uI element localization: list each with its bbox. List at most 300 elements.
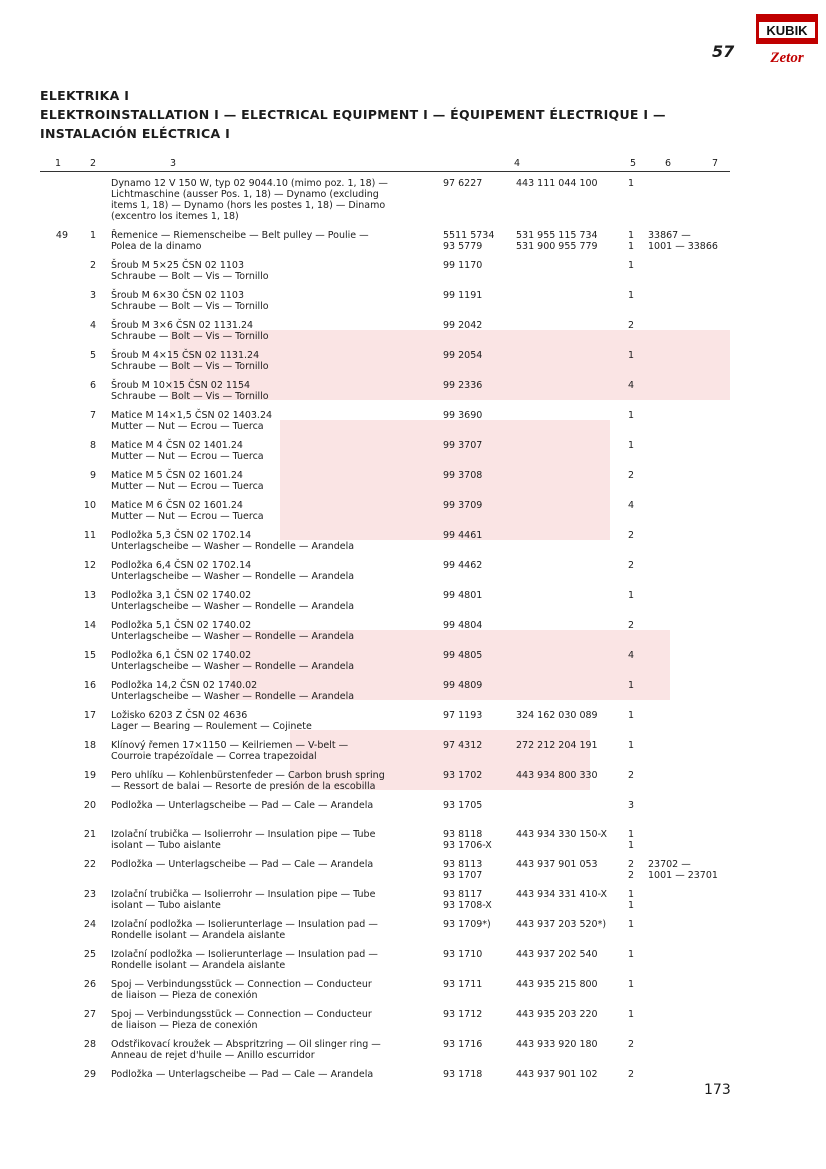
part-description (111, 230, 441, 252)
part-description (111, 178, 441, 222)
quantity-line: 2 (627, 1039, 635, 1050)
position-number-line: 2 (89, 260, 96, 271)
part-description (111, 680, 441, 702)
part-number (516, 979, 626, 990)
quantity-line: 1 (627, 178, 635, 189)
part-number (516, 770, 626, 781)
part-number (516, 919, 626, 930)
part-description-line: Izolační trubička — Isolierrohr — Insulation pipe — Tube (111, 829, 376, 840)
part-description (111, 919, 441, 941)
kubik-zetor-logo (756, 14, 818, 72)
part-description-line: Izolační podložka — Isolierunterlage — Insulation pad — (111, 919, 378, 930)
quantity (624, 919, 638, 930)
part-code (443, 320, 513, 331)
serial-range-line: 23702 — (648, 859, 691, 870)
part-description-line: Izolační trubička — Isolierrohr — Insulation pipe — Tube (111, 889, 376, 900)
column-header-4: 4 (514, 158, 521, 169)
table-row (0, 740, 826, 770)
part-code (443, 560, 513, 571)
table-row (0, 1069, 826, 1098)
figure-number (50, 230, 68, 241)
parts-table (0, 178, 826, 1098)
part-number-line: 443 937 901 102 (516, 1069, 598, 1080)
part-description-line: Podložka — Unterlagscheibe — Pad — Cale — Arandela (111, 1069, 374, 1080)
part-description (111, 290, 441, 312)
part-code-line: 93 8113 (443, 859, 483, 870)
position-number (78, 889, 96, 900)
quantity-line: 4 (627, 380, 635, 391)
part-code (443, 949, 513, 960)
quantity (624, 380, 638, 391)
quantity (624, 230, 638, 252)
part-description-line: Unterlagscheibe — Washer — Rondelle — Arandela (111, 601, 355, 612)
quantity (624, 350, 638, 361)
part-code-line: 93 1706-X (443, 840, 492, 851)
part-description-line: de liaison — Pieza de conexión (111, 990, 258, 1001)
part-description (111, 320, 441, 342)
quantity-line: 1 (627, 949, 635, 960)
quantity-line: 1 (627, 440, 635, 451)
part-description (111, 650, 441, 672)
part-description (111, 500, 441, 522)
figure-number-line: 49 (55, 230, 68, 241)
part-number-line: 443 933 920 180 (516, 1039, 598, 1050)
part-code (443, 859, 513, 881)
part-code-line: 99 3709 (443, 500, 483, 511)
part-code-line: 99 1191 (443, 290, 483, 301)
part-description-line: Unterlagscheibe — Washer — Rondelle — Arandela (111, 541, 355, 552)
part-description (111, 1039, 441, 1061)
table-row (0, 440, 826, 470)
part-number-line: 443 111 044 100 (516, 178, 598, 189)
quantity-line: 1 (627, 680, 635, 691)
table-row (0, 470, 826, 500)
serial-range (648, 859, 738, 881)
part-description (111, 859, 441, 870)
part-number-line: 443 937 901 053 (516, 859, 598, 870)
part-code-line: 93 8117 (443, 889, 483, 900)
table-row (0, 500, 826, 530)
quantity (624, 650, 638, 661)
table-row (0, 829, 826, 859)
position-number (78, 829, 96, 840)
quantity-line: 2 (627, 320, 635, 331)
table-row (0, 350, 826, 380)
quantity-line: 2 (627, 1069, 635, 1080)
part-number-line: 531 955 115 734 (516, 230, 598, 241)
table-row (0, 710, 826, 740)
quantity-line: 1 (627, 889, 635, 900)
part-description (111, 829, 441, 851)
part-code-line: 93 1709*) (443, 919, 491, 930)
table-row (0, 620, 826, 650)
part-number-line: 324 162 030 089 (516, 710, 598, 721)
part-description (111, 770, 441, 792)
part-code (443, 829, 513, 851)
table-row (0, 800, 826, 829)
svg-text:KUBIK: KUBIK (766, 23, 808, 38)
part-code (443, 710, 513, 721)
part-description-line: Matice M 6 ČSN 02 1601.24 (111, 500, 243, 511)
part-description (111, 590, 441, 612)
part-description-line: Podložka 5,1 ČSN 02 1740.02 (111, 620, 252, 631)
column-header-3: 3 (170, 158, 177, 169)
quantity (624, 770, 638, 781)
part-code-line: 99 4804 (443, 620, 483, 631)
part-description (111, 889, 441, 911)
part-code-line: 93 1712 (443, 1009, 483, 1020)
quantity-line: 1 (627, 740, 635, 751)
part-description-line: Podložka — Unterlagscheibe — Pad — Cale — Arandela (111, 800, 374, 811)
quantity-line: 4 (627, 650, 635, 661)
section-subtitle-2: INSTALACIÓN ELÉCTRICA I (40, 126, 231, 141)
part-code (443, 290, 513, 301)
position-number-line: 16 (83, 680, 96, 691)
position-number (78, 500, 96, 511)
part-description-line: Podložka 5,3 ČSN 02 1702.14 (111, 530, 252, 541)
part-code-line: 97 6227 (443, 178, 483, 189)
quantity-line: 1 (627, 710, 635, 721)
position-number-line: 5 (89, 350, 96, 361)
position-number (78, 979, 96, 990)
part-description-line: items 1, 18) — Dynamo (hors les postes 1, 18) — Dinamo (111, 200, 386, 211)
part-description-line: Šroub M 10×15 ČSN 02 1154 (111, 380, 251, 391)
part-description-line: Podložka 14,2 ČSN 02 1740.02 (111, 680, 258, 691)
part-number (516, 859, 626, 870)
part-description-line: Podložka 3,1 ČSN 02 1740.02 (111, 590, 252, 601)
part-number-line: 272 212 204 191 (516, 740, 598, 751)
position-number-line: 9 (89, 470, 96, 481)
part-code (443, 230, 513, 252)
part-description (111, 1069, 441, 1080)
part-code (443, 919, 513, 930)
position-number-line: 26 (83, 979, 96, 990)
part-description-line: Lichtmaschine (ausser Pos. 1, 18) — Dynamo (excluding (111, 189, 379, 200)
part-code-line: 93 1718 (443, 1069, 483, 1080)
position-number (78, 1009, 96, 1020)
quantity-line: 1 (627, 290, 635, 301)
part-description (111, 350, 441, 372)
part-description-line: Šroub M 6×30 ČSN 02 1103 (111, 290, 245, 301)
part-code-line: 93 1702 (443, 770, 483, 781)
part-description (111, 380, 441, 402)
part-code (443, 530, 513, 541)
position-number (78, 620, 96, 631)
table-row (0, 290, 826, 320)
table-row (0, 380, 826, 410)
part-description-line: Izolační podložka — Isolierunterlage — Insulation pad — (111, 949, 378, 960)
quantity (624, 800, 638, 811)
part-number-line: 443 935 215 800 (516, 979, 598, 990)
part-description-line: (excentro los itemes 1, 18) (111, 211, 239, 222)
quantity (624, 710, 638, 721)
part-description-line: Unterlagscheibe — Washer — Rondelle — Arandela (111, 631, 355, 642)
position-number-line: 22 (83, 859, 96, 870)
position-number (78, 560, 96, 571)
part-description-line: Šroub M 3×6 ČSN 02 1131.24 (111, 320, 254, 331)
quantity (624, 410, 638, 421)
position-number-line: 15 (83, 650, 96, 661)
part-description-line: Podložka — Unterlagscheibe — Pad — Cale — Arandela (111, 859, 374, 870)
part-code-line: 93 5779 (443, 241, 483, 252)
page-footer-number: 173 (704, 1082, 731, 1098)
part-description-line: Spoj — Verbindungsstück — Connection — Conducteur (111, 979, 372, 990)
part-description-line: Mutter — Nut — Ecrou — Tuerca (111, 451, 264, 462)
part-description (111, 260, 441, 282)
quantity-line: 1 (627, 350, 635, 361)
part-description (111, 440, 441, 462)
part-description-line: Schraube — Bolt — Vis — Tornillo (111, 391, 269, 402)
part-number (516, 178, 626, 189)
part-code (443, 770, 513, 781)
table-row (0, 979, 826, 1009)
position-number-line: 6 (89, 380, 96, 391)
position-number (78, 1039, 96, 1050)
part-description-line: Dynamo 12 V 150 W, typ 02 9044.10 (mimo poz. 1, 18) — (111, 178, 388, 189)
part-number-line: 443 935 203 220 (516, 1009, 598, 1020)
quantity-line: 1 (627, 410, 635, 421)
quantity (624, 590, 638, 601)
part-number (516, 740, 626, 751)
part-code-line: 97 1193 (443, 710, 483, 721)
header-rule (40, 171, 730, 172)
part-code-line: 93 1705 (443, 800, 483, 811)
position-number (78, 530, 96, 541)
part-description-line: Unterlagscheibe — Washer — Rondelle — Arandela (111, 691, 355, 702)
part-description (111, 530, 441, 552)
part-code-line: 99 3707 (443, 440, 483, 451)
section-title: ELEKTRIKA I (40, 88, 130, 103)
part-code (443, 740, 513, 751)
part-description-line: Ložisko 6203 Z ČSN 02 4636 (111, 710, 248, 721)
part-number (516, 1039, 626, 1050)
part-description-line: de liaison — Pieza de conexión (111, 1020, 258, 1031)
position-number-line: 29 (83, 1069, 96, 1080)
quantity (624, 620, 638, 631)
part-description-line: isolant — Tubo aislante (111, 840, 221, 851)
part-number (516, 1009, 626, 1020)
position-number-line: 18 (83, 740, 96, 751)
quantity (624, 440, 638, 451)
quantity (624, 1039, 638, 1050)
part-code-line: 99 2054 (443, 350, 483, 361)
table-row (0, 680, 826, 710)
part-code (443, 1069, 513, 1080)
table-row (0, 530, 826, 560)
part-description-line: Schraube — Bolt — Vis — Tornillo (111, 361, 269, 372)
part-code-line: 5511 5734 (443, 230, 495, 241)
quantity-line: 2 (627, 859, 635, 870)
table-row (0, 1039, 826, 1069)
quantity-line: 2 (627, 530, 635, 541)
position-number-line: 12 (83, 560, 96, 571)
part-description-line: Schraube — Bolt — Vis — Tornillo (111, 331, 269, 342)
part-code (443, 350, 513, 361)
quantity (624, 290, 638, 301)
part-code (443, 380, 513, 391)
part-number-line: 443 934 331 410-X (516, 889, 608, 900)
position-number-line: 10 (83, 500, 96, 511)
part-description-line: Mutter — Nut — Ecrou — Tuerca (111, 511, 264, 522)
column-header-7: 7 (712, 158, 719, 169)
part-description-line: Polea de la dinamo (111, 241, 202, 252)
part-description-line: isolant — Tubo aislante (111, 900, 221, 911)
table-row (0, 560, 826, 590)
position-number-line: 25 (83, 949, 96, 960)
serial-range-line: 1001 — 33866 (648, 241, 718, 252)
position-number (78, 680, 96, 691)
quantity (624, 680, 638, 691)
part-description (111, 979, 441, 1001)
quantity-line: 1 (627, 829, 635, 840)
part-code-line: 93 1716 (443, 1039, 483, 1050)
table-row (0, 770, 826, 800)
position-number (78, 290, 96, 301)
part-code (443, 178, 513, 189)
serial-range-line: 1001 — 23701 (648, 870, 718, 881)
part-code (443, 620, 513, 631)
part-description (111, 560, 441, 582)
part-number (516, 1069, 626, 1080)
part-code (443, 1009, 513, 1020)
position-number-line: 1 (89, 230, 96, 241)
position-number-line: 20 (83, 800, 96, 811)
position-number-line: 8 (89, 440, 96, 451)
part-description-line: Courroie trapézoïdale — Correa trapezoidal (111, 751, 317, 762)
quantity-line: 1 (627, 840, 635, 851)
part-description-line: Odstřikovací kroužek — Abspritzring — Oil slinger ring — (111, 1039, 381, 1050)
part-code-line: 93 1711 (443, 979, 483, 990)
position-number (78, 710, 96, 721)
part-code-line: 93 1710 (443, 949, 483, 960)
part-description-line: Mutter — Nut — Ecrou — Tuerca (111, 421, 264, 432)
part-number (516, 710, 626, 721)
part-number (516, 230, 626, 252)
table-row (0, 320, 826, 350)
position-number-line: 7 (89, 410, 96, 421)
part-code (443, 650, 513, 661)
column-header-5: 5 (630, 158, 637, 169)
part-number-line: 443 934 330 150-X (516, 829, 608, 840)
part-description-line: Podložka 6,1 ČSN 02 1740.02 (111, 650, 252, 661)
quantity-line: 1 (627, 241, 635, 252)
position-number (78, 350, 96, 361)
quantity (624, 979, 638, 990)
part-number (516, 889, 626, 900)
part-description-line: Unterlagscheibe — Washer — Rondelle — Arandela (111, 661, 355, 672)
part-code (443, 1039, 513, 1050)
part-code (443, 979, 513, 990)
position-number-line: 27 (83, 1009, 96, 1020)
part-description-line: Rondelle isolant — Arandela aislante (111, 960, 286, 971)
position-number-line: 17 (83, 710, 96, 721)
quantity-line: 2 (627, 560, 635, 571)
position-number-line: 13 (83, 590, 96, 601)
part-code (443, 470, 513, 481)
quantity-line: 1 (627, 260, 635, 271)
position-number (78, 919, 96, 930)
quantity-line: 1 (627, 230, 635, 241)
quantity (624, 740, 638, 751)
part-code-line: 93 1708-X (443, 900, 492, 911)
part-description-line: Matice M 4 ČSN 02 1401.24 (111, 440, 243, 451)
position-number-line: 21 (83, 829, 96, 840)
quantity (624, 530, 638, 541)
position-number (78, 800, 96, 811)
part-description-line: — Ressort de balai — Resorte de presión de la escobilla (111, 781, 376, 792)
part-code-line: 93 1707 (443, 870, 483, 881)
part-code-line: 99 4461 (443, 530, 483, 541)
quantity-line: 1 (627, 900, 635, 911)
part-description (111, 620, 441, 642)
quantity (624, 1069, 638, 1080)
quantity (624, 859, 638, 881)
position-number (78, 440, 96, 451)
position-number (78, 380, 96, 391)
quantity-line: 2 (627, 620, 635, 631)
part-code (443, 440, 513, 451)
quantity (624, 320, 638, 331)
part-number-line: 531 900 955 779 (516, 241, 598, 252)
part-description-line: Unterlagscheibe — Washer — Rondelle — Arandela (111, 571, 355, 582)
table-row (0, 410, 826, 440)
quantity (624, 1009, 638, 1020)
table-row (0, 1009, 826, 1039)
position-number-line: 23 (83, 889, 96, 900)
part-description (111, 740, 441, 762)
part-code (443, 260, 513, 271)
position-number-line: 4 (89, 320, 96, 331)
position-number (78, 770, 96, 781)
part-number-line: 443 937 203 520*) (516, 919, 607, 930)
table-row (0, 178, 826, 230)
part-code-line: 93 8118 (443, 829, 483, 840)
quantity (624, 560, 638, 571)
position-number-line: 24 (83, 919, 96, 930)
quantity (624, 829, 638, 851)
table-row (0, 260, 826, 290)
part-number (516, 949, 626, 960)
part-code (443, 680, 513, 691)
section-subtitle: ELEKTROINSTALLATION I — ELECTRICAL EQUIPMENT I — ÉQUIPEMENT ÉLECTRIQUE I — (40, 107, 666, 122)
part-number (516, 829, 626, 840)
serial-range-line: 33867 — (648, 230, 691, 241)
quantity (624, 470, 638, 481)
position-number-line: 11 (83, 530, 96, 541)
column-header-1: 1 (55, 158, 62, 169)
position-number (78, 740, 96, 751)
column-header-2: 2 (90, 158, 97, 169)
part-description-line: Klínový řemen 17×1150 — Keilriemen — V-belt — (111, 740, 349, 751)
quantity (624, 889, 638, 911)
part-description-line: Řemenice — Riemenscheibe — Belt pulley — Poulie — (111, 230, 369, 241)
part-code (443, 800, 513, 811)
part-description (111, 800, 441, 811)
part-description-line: Schraube — Bolt — Vis — Tornillo (111, 271, 269, 282)
position-number (78, 1069, 96, 1080)
part-number-line: 443 937 202 540 (516, 949, 598, 960)
quantity-line: 2 (627, 470, 635, 481)
column-header-6: 6 (665, 158, 672, 169)
part-code (443, 590, 513, 601)
part-description-line: Šroub M 5×25 ČSN 02 1103 (111, 260, 245, 271)
part-description (111, 410, 441, 432)
part-description (111, 470, 441, 492)
part-code-line: 99 4462 (443, 560, 483, 571)
part-code (443, 500, 513, 511)
table-row (0, 590, 826, 620)
table-row (0, 949, 826, 979)
